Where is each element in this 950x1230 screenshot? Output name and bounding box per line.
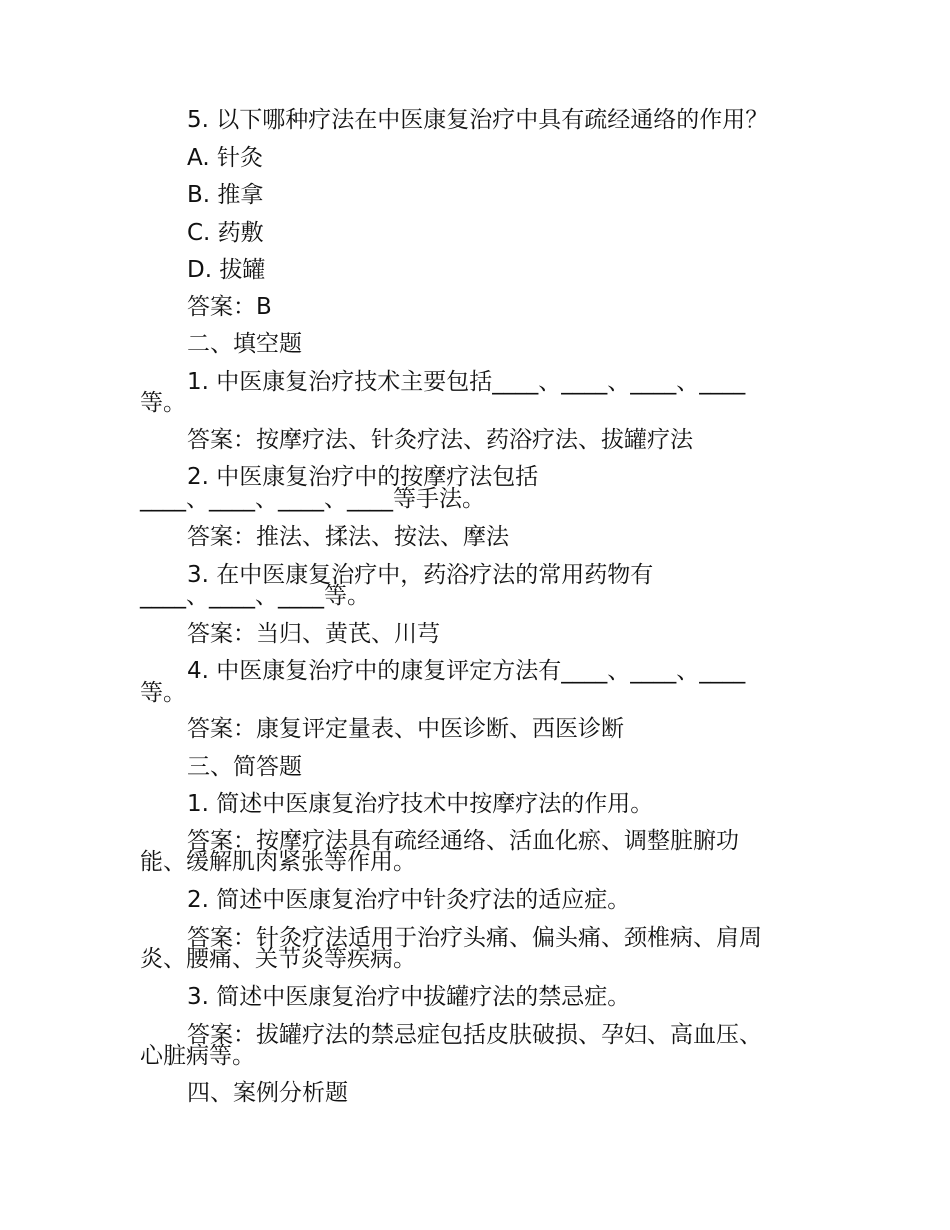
fill-answer-3: 答案：当归、黄芪、川芎 (187, 621, 440, 647)
fill-question-1: 1. 中医康复治疗技术主要包括____、____、____、____ (187, 369, 746, 395)
short-answer-1: 答案：按摩疗法具有疏经通络、活血化瘀、调整脏腑功 (187, 828, 739, 854)
fill-question-4-cont: 等。 (140, 680, 186, 706)
option-a: A. 针灸 (187, 145, 263, 171)
short-answer-2: 答案：针灸疗法适用于治疗头痛、偏头痛、颈椎病、肩周 (187, 925, 762, 951)
short-answer-2-cont: 炎、腰痛、关节炎等疾病。 (140, 946, 416, 972)
fill-question-4: 4. 中医康复治疗中的康复评定方法有____、____、____ (187, 658, 746, 684)
short-question-1: 1. 简述中医康复治疗技术中按摩疗法的作用。 (187, 791, 654, 817)
short-answer-3-cont: 心脏病等。 (140, 1043, 255, 1069)
short-answer-3: 答案：拔罐疗法的禁忌症包括皮肤破损、孕妇、高血压、 (187, 1022, 762, 1048)
answer-q5: 答案：B (187, 294, 272, 320)
option-b: B. 推拿 (187, 182, 264, 208)
fill-question-2: 2. 中医康复治疗中的按摩疗法包括 (187, 464, 539, 490)
fill-question-3-cont: ____、____、____等。 (140, 583, 370, 609)
option-d: D. 拔罐 (187, 257, 266, 283)
fill-answer-2: 答案：推法、揉法、按法、摩法 (187, 524, 509, 550)
short-question-3: 3. 简述中医康复治疗中拔罐疗法的禁忌症。 (187, 984, 631, 1010)
section-heading-fill-blank: 二、填空题 (187, 331, 302, 357)
short-question-2: 2. 简述中医康复治疗中针灸疗法的适应症。 (187, 887, 631, 913)
fill-question-3: 3. 在中医康复治疗中，药浴疗法的常用药物有 (187, 562, 654, 588)
section-heading-case-analysis: 四、案例分析题 (187, 1080, 348, 1106)
short-answer-1-cont: 能、缓解肌肉紧张等作用。 (140, 849, 416, 875)
fill-question-2-cont: ____、____、____、____等手法。 (140, 486, 485, 512)
fill-question-1-cont: 等。 (140, 390, 186, 416)
section-heading-short-answer: 三、简答题 (187, 754, 302, 780)
question-5-text: 5. 以下哪种疗法在中医康复治疗中具有疏经通络的作用？ (187, 107, 769, 133)
option-c: C. 药敷 (187, 220, 264, 246)
fill-answer-4: 答案：康复评定量表、中医诊断、西医诊断 (187, 716, 624, 742)
fill-answer-1: 答案：按摩疗法、针灸疗法、药浴疗法、拔罐疗法 (187, 427, 693, 453)
